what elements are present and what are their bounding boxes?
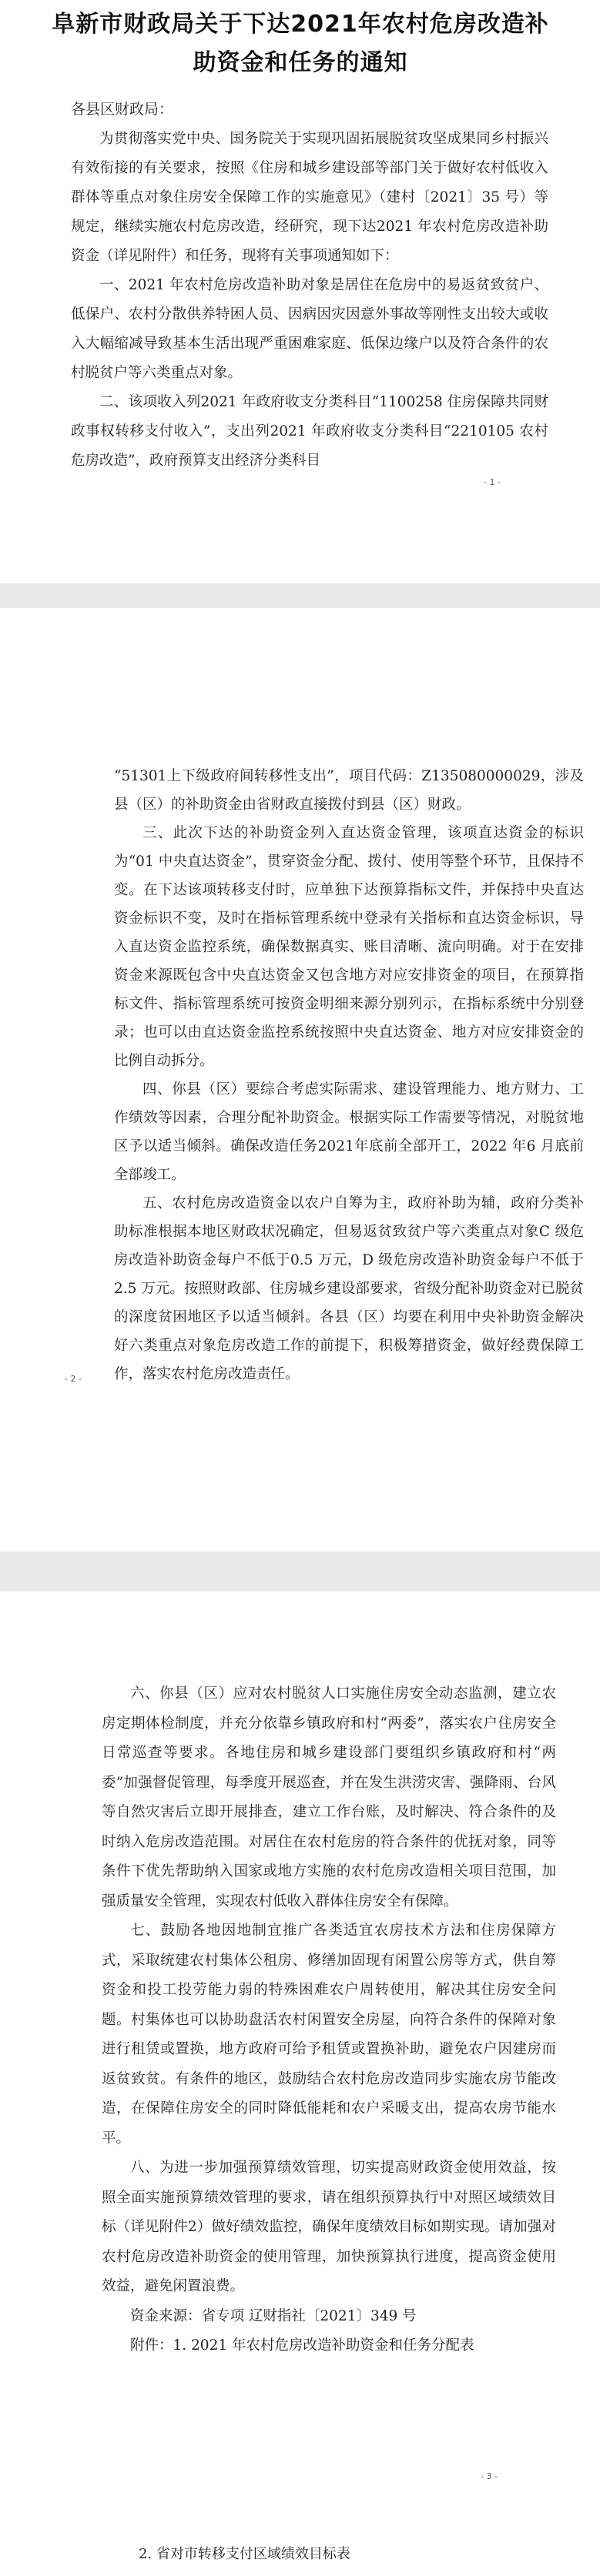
document-title-line-2: 助资金和任务的通知 — [193, 49, 408, 76]
paragraph-intro: 为贯彻落实党中央、国务院关于实现巩固拓展脱贫攻坚成果同乡村振兴有效衔接的有关要求，按照《住房和城乡建设部等部门关于做好农村低收入群体等重点对象住房安全保障工作的实施意见》（建村〔2021〕35 号）等规定，继续实施农村危房改造，经研究，现下达2021 年农村危房改造补助资金（详见附件）和任务，现将有关事项通知如下： — [71, 131, 548, 264]
attachment-list: 附件：1. 2021 年农村危房改造补助资金和任务分配表 — [130, 2337, 474, 2354]
page-number: - 2 - — [65, 1374, 82, 1384]
page-1-body — [71, 125, 548, 476]
paragraph-item-1: 一、2021 年农村危房改造补助对象是居住在危房中的易返贫致贫户、低保户、农村分散供养特困人员、因病因灾因意外事故等刚性支出较大或收入大幅缩减导致基本生活出现严重困难家庭、低保边缘户以及符合条件的农村脱贫户等六类重点对象。 — [71, 277, 548, 381]
page-2-body — [114, 762, 584, 1388]
paragraph-continuation: “51301上下级政府间转移性支出”，项目代码：Z135080000029，涉及县（区）的补助资金由省财政直接拨付到县（区）财政。 — [114, 768, 584, 813]
paragraph-item-3: 三、此次下达的补助资金列入直达资金管理，该项直达资金的标识为“01 中央直达资金”，贯穿资金分配、拨付、使用等整个环节，且保持不变。在下达该项转移支付时，应单独下达预算指标文件，并保持中央直达资金标识不变，及时在指标管理系统中登录有关指标和直达资金标识，导入直达资金监控系统，确保数据真实、账目清晰、流向明确。对于在安排资金来源既包含中央直达资金又包含地方对应安排资金的项目，在预算指标文件、指标管理系统可按资金明细来源分别列示，在指标系统中分别登录；也可以由直达资金监控系统按照中央直达资金、地方对应安排资金的比例自动拆分。 — [114, 825, 584, 1069]
paragraph-item-5: 五、农村危房改造资金以农户自筹为主，政府补助为辅，政府分类补助标准根据本地区财政状况确定，但易返贫致贫户等六类重点对象C 级危房改造补助资金每户不低于0.5 万元，D 级危房改造补助资金每户不低于2.5 万元。按照财政部、住房城乡建设部要求，省级分配补助资金对已脱贫的深度贫困地区予以适当倾斜。各县（区）均要在利用中央补助资金解决好六类重点对象危房改造工作的前提下，积极筹措资金，做好经费保障工作，落实农村危房改造责任。 — [114, 1195, 584, 1382]
paragraph-item-4: 四、你县（区）要综合考虑实际需求、建设管理能力、地方财力、工作绩效等因素，合理分配补助资金。根据实际工作需要等情况，对脱贫地区予以适当倾斜。确保改造任务2021年底前全部开工，2022 年6 月底前全部竣工。 — [114, 1081, 584, 1183]
appendix-item: 2. 省对市转移支付区域绩效目标表 — [139, 2546, 350, 2562]
paragraph-item-7: 七、鼓励各地因地制宜推广各类适宜农房技术方法和住房保障方式，采取统建农村集体公租房、修缮加固现有闲置公房等方式，供自筹资金和投工投劳能力弱的特殊困难农户周转使用，解决其住房安全问题。村集体也可以协助盘活农村闲置安全房屋，向符合条件的保障对象进行租赁或置换，地方政府可给予租赁或置换补助，避免农户因建房而返贫致贫。有条件的地区，鼓励结合农村危房改造同步实施农房节能改造，在保障住房安全的同时降低能耗和农户采暖支出，提高农房节能水平。 — [102, 1923, 556, 2147]
document-page-1 — [0, 0, 600, 583]
paragraph-item-8: 八、为进一步加强预算绩效管理，切实提高财政资金使用效益，按照全面实施预算绩效管理的要求，请在组织预算执行中对照区域绩效目标（详见附件2）做好绩效监控，确保年度绩效目标如期实现。请加强对农村危房改造补助资金的使用管理，加快预算执行进度，提高资金使用效益，避免闲置浪费。 — [102, 2160, 556, 2294]
salutation: 各县区财政局： — [71, 101, 174, 118]
document-page-3 — [0, 1592, 600, 2576]
paragraph-item-6: 六、你县（区）应对农村脱贫人口实施住房安全动态监测，建立农房定期体检制度，并充分依靠乡镇政府和村“两委”，落实农户住房安全日常巡查等要求。各地住房和城乡建设部门要组织乡镇政府和村“两委”加强督促管理，每季度开展巡查，并在发生洪涝灾害、强降雨、台风等自然灾害后立即开展排查，建立工作台账，及时解决、符合条件的及时纳入危房改造范围。对居住在农村危房的符合条件的优抚对象，同等条件下优先帮助纳入国家或地方实施的农村危房改造相关项目范围，加强质量安全管理，实现农村低收入群体住房安全有保障。 — [102, 1686, 556, 1909]
funding-source: 资金来源：省专项 辽财指社〔2021〕349 号 — [130, 2307, 417, 2324]
paragraph-item-2: 二、该项收入列2021 年政府收支分类科目“1100258 住房保障共同财政事权转移支付收入”，支出列2021 年政府收支分类科目“2210105 农村危房改造”，政府预算支出经济分类科目 — [71, 394, 548, 469]
page-3-body — [102, 1679, 556, 2361]
page-number: - 1 - — [484, 477, 501, 487]
page-number: - 3 - — [481, 2471, 498, 2481]
document-title-line-1: 阜新市财政局关于下达2021年农村危房改造补 — [52, 11, 549, 38]
document-page-2 — [0, 608, 600, 1552]
